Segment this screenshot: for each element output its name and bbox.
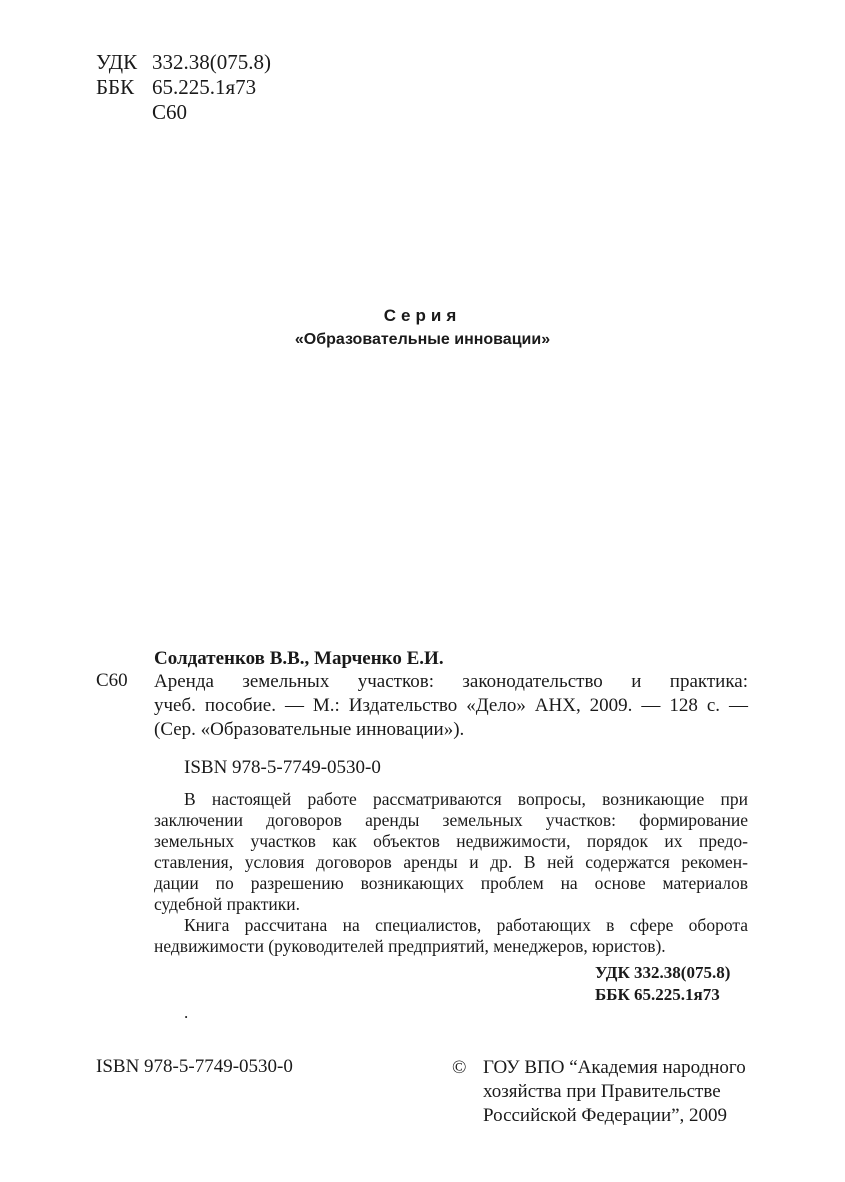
bbk-label: ББК: [96, 75, 135, 99]
copyright-holder: [452, 1056, 746, 1128]
bbk-row: [96, 75, 271, 100]
copyright-notice: [452, 1056, 746, 1128]
udk-label: УДК: [96, 50, 138, 74]
series-name: «Образовательные инновации»: [294, 331, 551, 348]
annotation-line: дации по разрешению возникающих проблем на основе материалов: [154, 873, 748, 893]
annotation-line: земельных участков как объектов недвижимости, порядок их предо-: [154, 831, 748, 851]
copyright-symbol: ©: [452, 1057, 467, 1078]
bbk-value: 65.225.1я73: [152, 75, 257, 99]
copyright-line: хозяйства при Правительстве: [483, 1081, 721, 1102]
author-code: С60: [152, 100, 188, 124]
udk-row: [96, 50, 271, 75]
bib-line: Аренда земельных участков: законодательство и практика:: [154, 671, 748, 692]
annotation-line: ставления, условия договоров аренды и др. В ней содержатся рекомен-: [154, 852, 748, 872]
annotation-line: судебной практики.: [154, 894, 301, 914]
stray-dot: .: [184, 1003, 189, 1022]
bbk-code: ББК 65.225.1я73: [595, 985, 720, 1004]
isbn-bibliographic: ISBN 978-5-7749-0530-0: [184, 757, 381, 778]
annotation: [154, 789, 748, 957]
annotation-line: заключении договоров аренды земельных участков: формирование: [154, 810, 748, 830]
bib-line: учеб. пособие. — М.: Издательство «Дело» АНХ, 2009. — 128 с. —: [154, 695, 748, 716]
bibliographic-description: [154, 670, 748, 742]
classification-codes: [595, 962, 730, 1006]
series-label: Серия: [383, 306, 462, 325]
annotation-line: недвижимости (руководителей предприятий, менеджеров, юристов).: [154, 936, 666, 956]
header-classification: [96, 50, 271, 125]
authors: Солдатенков В.В., Марченко Е.И.: [154, 648, 444, 669]
copyright-line: ГОУ ВПО “Академия народного: [483, 1057, 746, 1078]
udk-value: 332.38(075.8): [152, 50, 271, 74]
copyright-line: Российской Федерации”, 2009: [483, 1105, 728, 1126]
annotation-line: В настоящей работе рассматриваются вопросы, возникающие при: [184, 789, 748, 809]
annotation-line: Книга рассчитана на специалистов, работающих в сфере оборота: [184, 915, 748, 935]
isbn-footer: ISBN 978-5-7749-0530-0: [96, 1056, 293, 1077]
bib-line: (Сер. «Образовательные инновации»).: [154, 719, 465, 740]
bibliographic-code: С60: [96, 670, 128, 691]
udk-code: УДК 332.38(075.8): [595, 963, 731, 982]
